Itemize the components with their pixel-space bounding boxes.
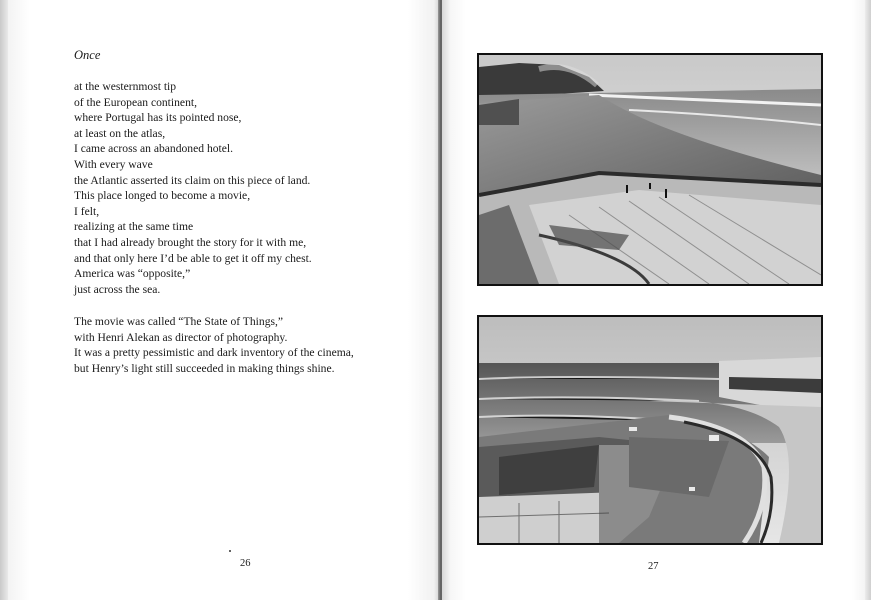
poem-line: just across the sea. <box>74 282 161 296</box>
poem-line: but Henry’s light still succeeded in making things shine. <box>74 361 335 375</box>
photo-hotel-terrace <box>477 315 823 545</box>
poem-line: America was “opposite,” <box>74 267 191 281</box>
poem-stanza-1 <box>74 79 312 297</box>
poem-line: at the westernmost tip <box>74 80 177 93</box>
poem-stanza-2 <box>74 314 354 376</box>
poem-line: realizing at the same time <box>74 220 194 234</box>
poem-line: the Atlantic asserted its claim on this piece of land. <box>74 173 311 187</box>
photo-beach-pool <box>477 53 823 286</box>
poem-line: of the European continent, <box>74 95 197 109</box>
page-speck <box>229 550 231 552</box>
photo-hotel-terrace-image <box>479 317 821 543</box>
book-edge-right <box>865 0 871 600</box>
poem-line: This place longed to become a movie, <box>74 189 251 203</box>
photo-beach-pool-image <box>479 55 821 284</box>
poem-line: With every wave <box>74 157 153 171</box>
poem-line: I came across an abandoned hotel. <box>74 142 234 156</box>
poem-line: I felt, <box>74 204 100 218</box>
poem-line: that I had already brought the story for it with me, <box>74 235 307 249</box>
book-edge-left <box>0 0 8 600</box>
page-number-left: 26 <box>240 558 251 569</box>
poem-line: The movie was called “The State of Things,” <box>74 315 284 328</box>
poem-title: Once <box>74 48 101 62</box>
poem-line: where Portugal has its pointed nose, <box>74 111 242 125</box>
poem-line: at least on the atlas, <box>74 126 166 140</box>
page-number-right: 27 <box>648 561 659 572</box>
poem-line: and that only here I’d be able to get it off my chest. <box>74 251 312 265</box>
poem-line: It was a pretty pessimistic and dark inventory of the cinema, <box>74 346 354 360</box>
poem-line: with Henri Alekan as director of photography. <box>74 330 288 344</box>
